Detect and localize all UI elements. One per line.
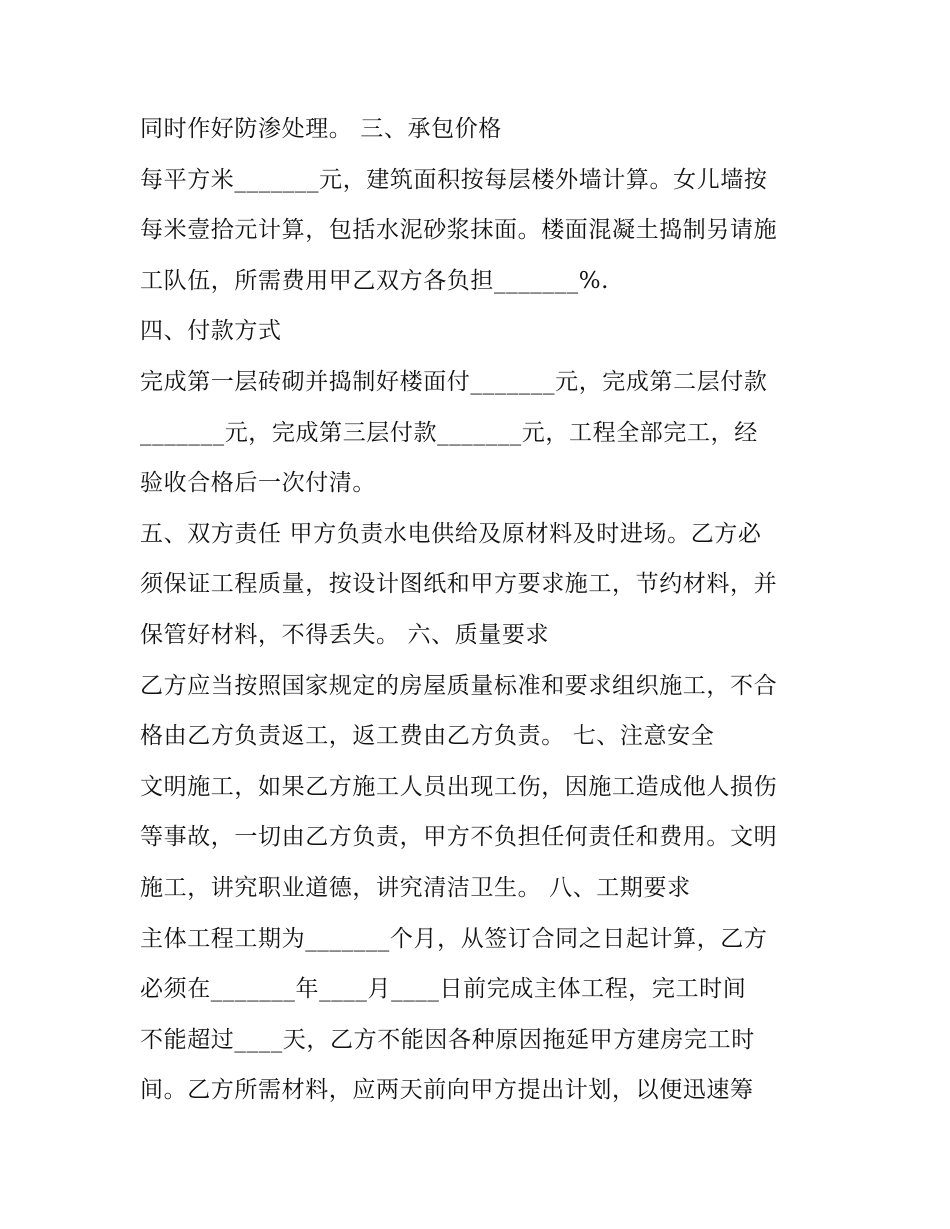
text-line: 必须在_______年____月____日前完成主体工程，完工时间 bbox=[140, 976, 747, 1002]
text-line: 每米壹拾元计算，包括水泥砂浆抹面。楼面混凝土捣制另请施 bbox=[140, 217, 778, 243]
text-line: 施工，讲究职业道德，讲究清洁卫生。 八、工期要求 bbox=[140, 875, 691, 901]
text-line: 乙方应当按照国家规定的房屋质量标准和要求组织施工，不合 bbox=[140, 673, 778, 699]
text-line: 等事故，一切由乙方负责，甲方不负担任何责任和费用。文明 bbox=[140, 824, 778, 850]
text-line: 完成第一层砖砌并捣制好楼面付_______元，完成第二层付款 bbox=[140, 369, 768, 395]
text-line: 工队伍，所需费用甲乙双方各负担_______%. bbox=[140, 268, 610, 294]
text-line: 主体工程工期为_______个月，从签订合同之日起计算，乙方 bbox=[140, 926, 768, 952]
text-line: 五、双方责任 甲方负责水电供给及原材料及时进场。乙方必 bbox=[140, 521, 762, 547]
text-line: 保管好材料，不得丢失。 六、质量要求 bbox=[140, 622, 550, 648]
text-line: 同时作好防渗处理。 三、承包价格 bbox=[140, 116, 502, 142]
text-line: _______元，完成第三层付款_______元，工程全部完工，经 bbox=[140, 420, 758, 446]
text-line: 每平方米_______元，建筑面积按每层楼外墙计算。女儿墙按 bbox=[140, 167, 768, 193]
section-heading: 四、付款方式 bbox=[140, 318, 282, 344]
text-line: 不能超过____天，乙方不能因各种原因拖延甲方建房完工时 bbox=[140, 1027, 755, 1053]
text-line: 验收合格后一次付清。 bbox=[140, 470, 376, 496]
text-line: 格由乙方负责返工，返工费由乙方负责。 七、注意安全 bbox=[140, 723, 715, 749]
text-line: 文明施工，如果乙方施工人员出现工伤，因施工造成他人损伤 bbox=[140, 774, 778, 800]
text-line: 间。乙方所需材料，应两天前向甲方提出计划，以便迅速筹 bbox=[140, 1077, 754, 1103]
text-line: 须保证工程质量，按设计图纸和甲方要求施工，节约材料，并 bbox=[140, 571, 778, 597]
